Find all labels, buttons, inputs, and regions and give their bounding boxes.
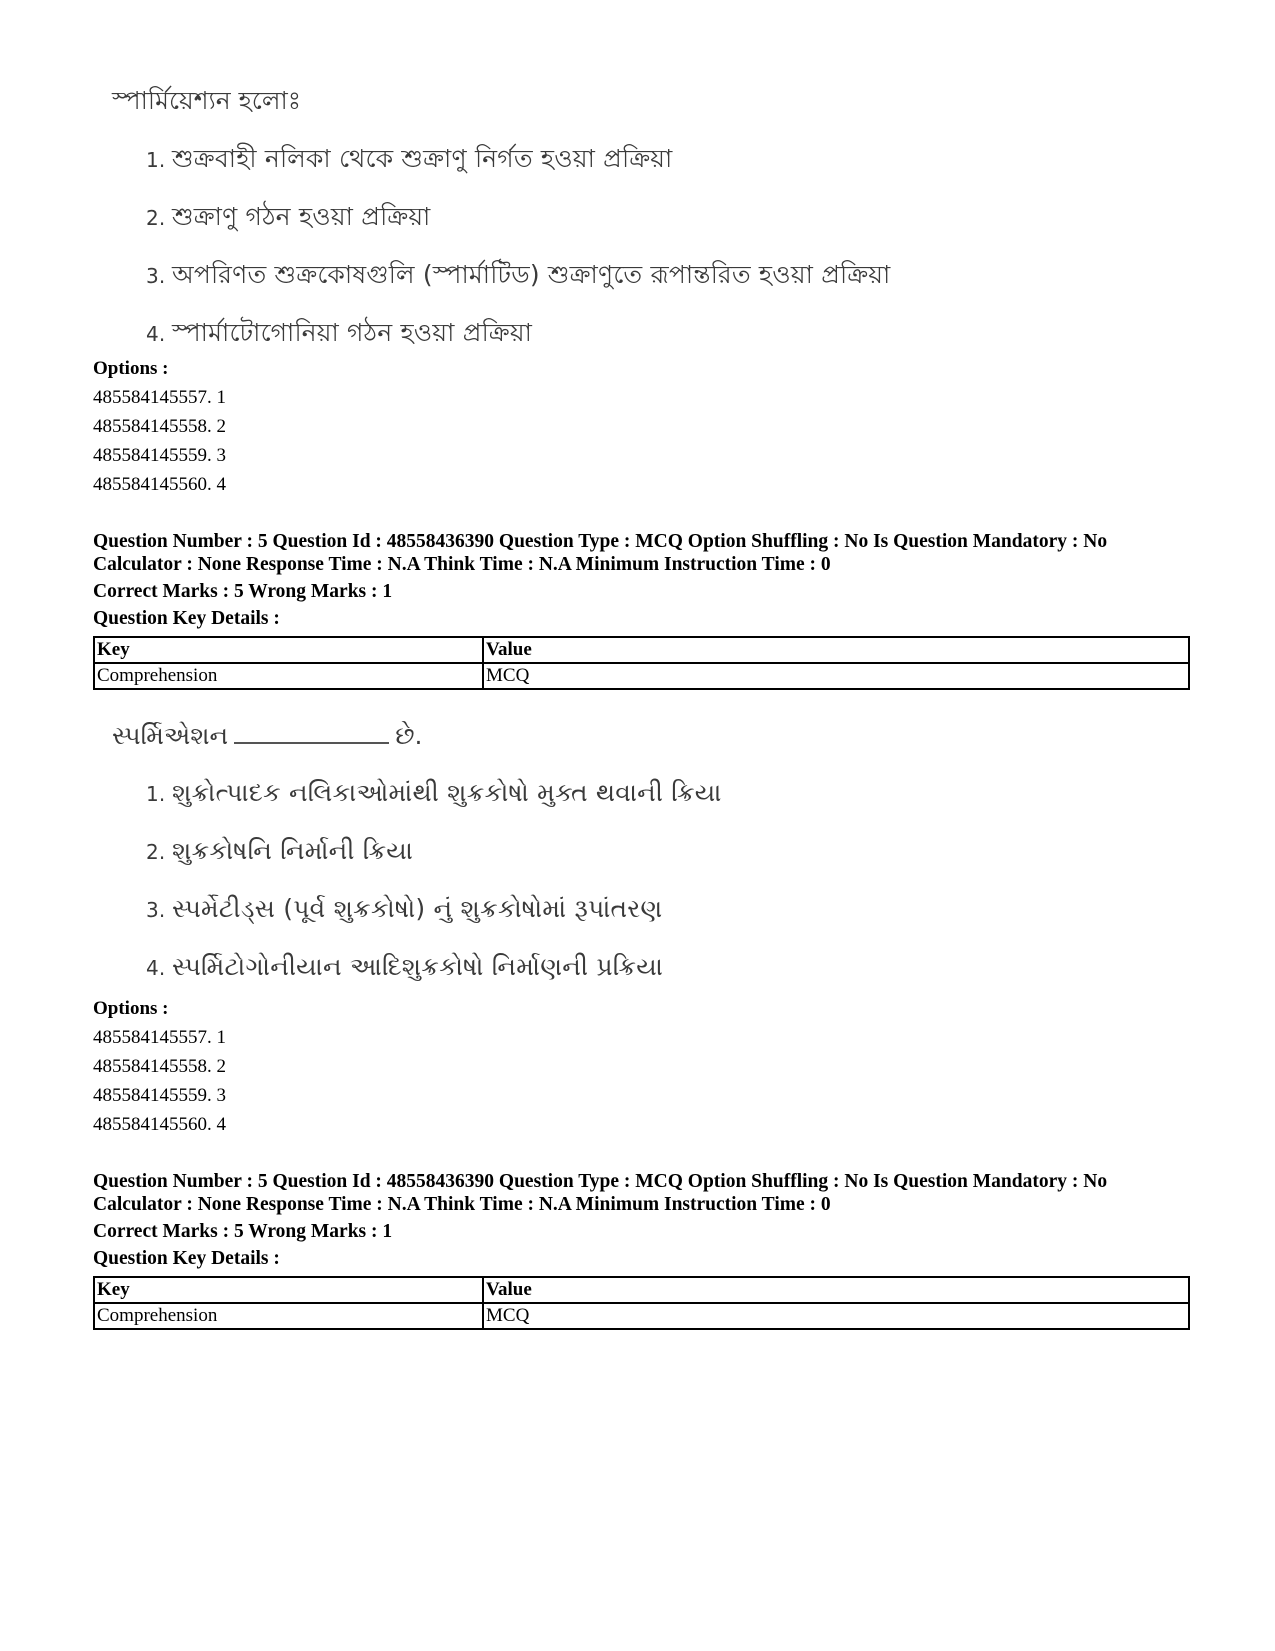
blank-line — [234, 718, 389, 744]
option-item: 485584145558. 2 — [93, 1056, 226, 1077]
question-item: 2. શુક્રકોષનિ નિર્માની ક્રિયા — [146, 836, 414, 865]
table-cell: Comprehension — [94, 1303, 483, 1329]
table-header-cell: Key — [94, 1277, 483, 1303]
meta-line: Calculator : None Response Time : N.A Think Time : N.A Minimum Instruction Time : 0 — [93, 554, 831, 575]
option-item: 485584145560. 4 — [93, 474, 226, 495]
question-item: 1. শুক্রবাহী নলিকা থেকে শুক্রাণু নির্গত হওয়া প্রক্রিয়া — [146, 144, 673, 173]
options-heading: Options : — [93, 998, 169, 1019]
table-header-cell: Value — [483, 637, 1189, 663]
question-stem: স্পার্মিয়েশ্যন হলোঃ — [112, 86, 302, 115]
table-header-cell: Value — [483, 1277, 1189, 1303]
gujarati-question-image — [112, 718, 722, 1008]
question-stem: સ્પર્મિએશન છે. — [112, 718, 722, 752]
options-block — [93, 994, 226, 1139]
meta-line: Calculator : None Response Time : N.A Think Time : N.A Minimum Instruction Time : 0 — [93, 1194, 831, 1215]
key-details-table — [93, 636, 1190, 690]
table-row — [94, 663, 1189, 689]
option-item: 485584145560. 4 — [93, 1114, 226, 1135]
bengali-question-image — [112, 84, 890, 374]
question-item: 4. સ્પર્મિટોગોનીયાન આદિશુક્રકોષો નિર્માણની પ્રક્રિયા — [146, 952, 664, 981]
table-cell: MCQ — [483, 663, 1189, 689]
meta-line: Question Number : 5 Question Id : 48558436390 Question Type : MCQ Option Shuffling : No Is Question Mandatory : No — [93, 1171, 1108, 1192]
option-item: 485584145559. 3 — [93, 445, 226, 466]
marks-line: Correct Marks : 5 Wrong Marks : 1 — [93, 1221, 393, 1242]
key-details-heading: Question Key Details : — [93, 608, 280, 629]
option-item: 485584145558. 2 — [93, 416, 226, 437]
question-meta — [93, 530, 1193, 630]
option-item: 485584145557. 1 — [93, 387, 226, 408]
question-item: 3. অপরিণত শুক্রকোষগুলি (স্পার্মাটিড) শুক্রাণুতে রূপান্তরিত হওয়া প্রক্রিয়া — [146, 260, 891, 289]
question-item: 3. સ્પર્મેટીડ્સ (પૂર્વ શુક્રકોષો) નું શુક્રકોષોમાં રૂપાંતરણ — [146, 894, 663, 923]
question-meta — [93, 1170, 1193, 1270]
meta-line: Question Number : 5 Question Id : 48558436390 Question Type : MCQ Option Shuffling : No Is Question Mandatory : No — [93, 531, 1108, 552]
key-details-table — [93, 1276, 1190, 1330]
table-cell: Comprehension — [94, 663, 483, 689]
options-block — [93, 354, 226, 499]
option-item: 485584145557. 1 — [93, 1027, 226, 1048]
question-item: 4. স্পার্মাটোগোনিয়া গঠন হওয়া প্রক্রিয়া — [146, 318, 533, 347]
key-details-heading: Question Key Details : — [93, 1248, 280, 1269]
option-item: 485584145559. 3 — [93, 1085, 226, 1106]
table-header-row — [94, 637, 1189, 663]
question-item: 2. শুক্রাণু গঠন হওয়া প্রক্রিয়া — [146, 202, 431, 231]
table-cell: MCQ — [483, 1303, 1189, 1329]
table-header-row — [94, 1277, 1189, 1303]
question-item: 1. શુક્રોત્પાદક નલિકાઓમાંથી શુક્રકોષો મુક્ત થવાની ક્રિયા — [146, 778, 722, 807]
table-row — [94, 1303, 1189, 1329]
options-heading: Options : — [93, 358, 169, 379]
marks-line: Correct Marks : 5 Wrong Marks : 1 — [93, 581, 393, 602]
table-header-cell: Key — [94, 637, 483, 663]
